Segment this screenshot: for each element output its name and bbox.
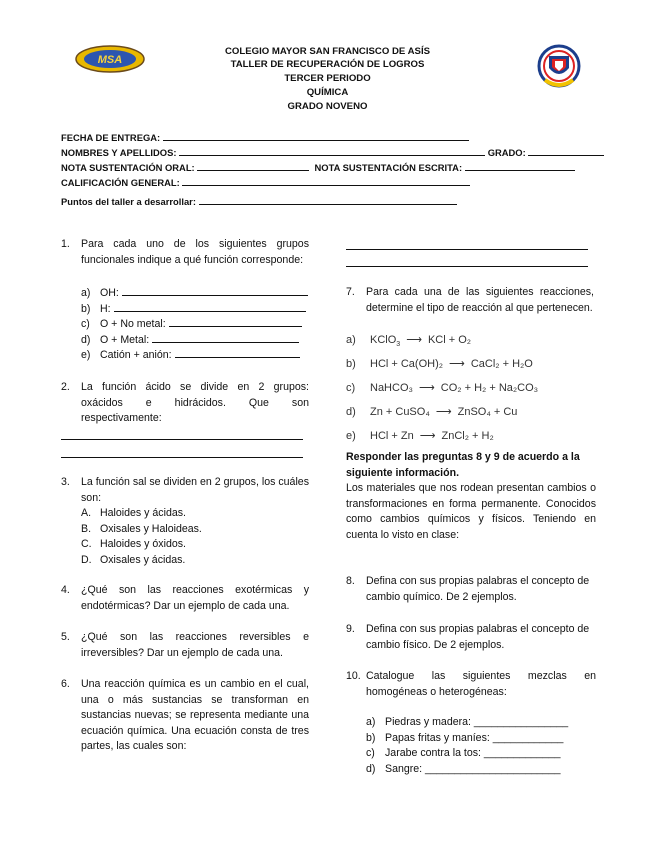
- option-d[interactable]: D. Oxisales y ácidas.: [81, 553, 186, 566]
- general-grade-label: CALIFICACIÓN GENERAL:: [61, 177, 180, 188]
- arrow-icon: ⟶: [435, 406, 452, 418]
- question-5-number: 5.: [61, 631, 70, 643]
- general-grade-field[interactable]: [61, 177, 470, 188]
- question-2: [61, 380, 309, 427]
- name-label: NOMBRES Y APELLIDOS:: [61, 147, 177, 158]
- section-heading: Responder las preguntas 8 y 9 de acuerdo a la siguiente información.: [346, 451, 580, 479]
- grade-level: GRADO NOVENO: [287, 101, 368, 112]
- question-8-number: 8.: [346, 575, 355, 587]
- answer-line[interactable]: [346, 266, 588, 267]
- reaction-b: b) HCl + Ca(OH)₂ ⟶ CaCl₂ + H₂O: [346, 358, 533, 370]
- oral-score-label: NOTA SUSTENTACIÓN ORAL:: [61, 162, 195, 173]
- period: TERCER PERIODO: [284, 73, 371, 84]
- answer-line[interactable]: [61, 457, 303, 458]
- question-3-options: [81, 506, 309, 568]
- question-1-items: [81, 286, 309, 364]
- question-9-text: Defina con sus propias palabras el concepto de cambio físico. De 2 ejemplos.: [366, 623, 590, 651]
- question-1-text: Para cada uno de los siguientes grupos funcionales indique a qué función corresponde:: [81, 238, 309, 266]
- list-item: d) O + Metal:: [81, 333, 309, 349]
- list-item: a) OH:: [81, 286, 309, 302]
- arrow-icon: ⟶: [406, 334, 422, 346]
- question-10-items: [366, 715, 598, 777]
- question-9-number: 9.: [346, 623, 355, 635]
- question-7-number: 7.: [346, 286, 355, 298]
- question-7-text: Para cada una de las siguientes reacciones, determine el tipo de reacción al que pertenecen.: [366, 286, 594, 314]
- question-8: [346, 574, 596, 605]
- delivery-date-field[interactable]: [61, 132, 469, 143]
- question-4-number: 4.: [61, 584, 70, 596]
- option-c[interactable]: C. Haloides y óxidos.: [81, 538, 186, 551]
- section-text: Los materiales que nos rodean presentan cambios o transformaciones en forma permanente. Conocidos como cambios químicos y físicos. Teniendo en cuenta lo visto en clase:: [346, 482, 596, 541]
- question-3-number: 3.: [61, 476, 70, 488]
- question-2-text: La función ácido se divide en 2 grupos: oxácidos e hidrácidos. Que son respectivamente:: [81, 381, 309, 424]
- option-a[interactable]: A. Haloides y ácidas.: [81, 507, 186, 519]
- question-5-text: ¿Qué son las reacciones reversibles e irreversibles? Dar un ejemplo de cada una.: [81, 631, 309, 659]
- name-field[interactable]: [61, 147, 604, 158]
- arrow-icon: ⟶: [419, 430, 436, 442]
- question-4: [61, 583, 309, 614]
- list-item: c) O + No metal:: [81, 317, 309, 333]
- question-5: [61, 630, 309, 661]
- list-item[interactable]: a) Piedras y madera: ________________: [366, 716, 569, 728]
- list-item: b) H:: [81, 302, 309, 318]
- question-7: [346, 285, 594, 316]
- reaction-d: d) Zn + CuSO₄ ⟶ ZnSO₄ + Cu: [346, 406, 518, 418]
- question-10-number: 10.: [346, 670, 361, 682]
- reaction-a: a) KClO$_3$ ⟶ KCl + O₂: [346, 334, 472, 349]
- question-10-text: Catalogue las siguientes mezclas en homogéneas o heterogéneas:: [366, 670, 596, 698]
- arrow-icon: ⟶: [449, 358, 465, 370]
- written-score-label: NOTA SUSTENTACIÓN ESCRITA:: [314, 162, 463, 173]
- option-b[interactable]: B. Oxisales y Haloideas.: [81, 522, 202, 535]
- question-1-number: 1.: [61, 238, 70, 250]
- answer-line[interactable]: [346, 249, 588, 250]
- list-item[interactable]: c) Jarabe contra la tos: _____________: [366, 747, 561, 760]
- list-item[interactable]: b) Papas fritas y maníes: ____________: [366, 731, 564, 744]
- question-3: [61, 475, 309, 506]
- logo-left-text: MSA: [97, 54, 123, 66]
- list-item[interactable]: d) Sangre: _______________________: [366, 762, 561, 775]
- question-6: [61, 677, 309, 755]
- question-3-text: La función sal se dividen en 2 grupos, los cuáles son:: [81, 476, 309, 504]
- question-2-number: 2.: [61, 381, 70, 393]
- question-8-text: Defina con sus propias palabras el concepto de cambio químico. De 2 ejemplos.: [366, 575, 590, 603]
- reaction-c: c) NaHCO₃ ⟶ CO₂ + H₂ + Na₂CO₃: [346, 382, 539, 394]
- question-4-text: ¿Qué son las reacciones exotérmicas y endotérmicas? Dar un ejemplo de cada una.: [81, 584, 309, 612]
- school-name: COLEGIO MAYOR SAN FRANCISCO DE ASÍS: [224, 46, 431, 57]
- question-6-number: 6.: [61, 678, 70, 690]
- reaction-e: e) HCl + Zn ⟶ ZnCl₂ + H₂: [346, 430, 494, 442]
- grade-label: GRADO:: [487, 147, 526, 158]
- points-field[interactable]: [61, 196, 457, 207]
- question-10: [346, 669, 596, 700]
- question-6-text: Una reacción química es un cambio en el cual, una o más sustancias se transforman en sustancias nuevas; se representa mediante una ecuación química. Una ecuación consta de tres partes, las cuales son:: [81, 678, 309, 752]
- delivery-date-label: FECHA DE ENTREGA:: [61, 132, 161, 143]
- answer-line[interactable]: [61, 439, 303, 440]
- question-9: [346, 622, 596, 653]
- score-fields[interactable]: [61, 162, 575, 173]
- points-label: Puntos del taller a desarrollar:: [61, 196, 196, 207]
- workshop-title: TALLER DE RECUPERACIÓN DE LOGROS: [230, 59, 425, 70]
- arrow-icon: ⟶: [419, 382, 435, 394]
- question-1: [61, 237, 309, 268]
- subject: QUÍMICA: [306, 87, 349, 98]
- list-item: e) Catión + anión:: [81, 348, 309, 364]
